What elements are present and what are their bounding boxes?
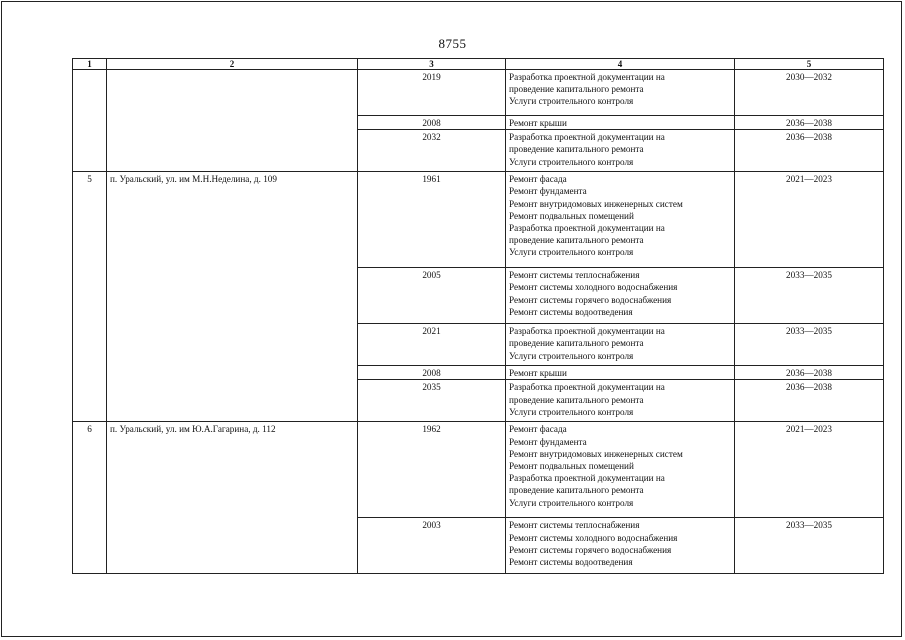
works-cell (506, 324, 735, 366)
column-header-2: 2 (107, 59, 358, 70)
column-header-1: 1 (73, 59, 107, 70)
address-cell (107, 70, 358, 172)
year-cell: 2019 (358, 70, 506, 116)
work-item: Ремонт фасада (509, 174, 567, 185)
period-cell: 2036—2038 (735, 116, 884, 130)
work-item: проведение капитального ремонта (509, 84, 644, 95)
row-number (73, 70, 107, 172)
works-cell (506, 380, 735, 422)
work-item: Ремонт системы горячего водоснабжения (509, 544, 672, 555)
work-item: Услуги строительного контроля (509, 497, 634, 508)
work-item: Разработка проектной документации на (509, 223, 665, 234)
work-item: проведение капитального ремонта (509, 394, 644, 405)
work-item: проведение капитального ремонта (509, 338, 644, 349)
period-cell: 2033—2035 (735, 324, 884, 366)
period-cell: 2033—2035 (735, 518, 884, 574)
work-item: Разработка проектной документации на (509, 326, 665, 337)
work-item: Ремонт системы холодного водоснабжения (509, 282, 678, 293)
work-item: Ремонт системы холодного водоснабжения (509, 532, 678, 543)
year-cell: 1962 (358, 422, 506, 518)
works-cell (506, 172, 735, 268)
work-item: проведение капитального ремонта (509, 144, 644, 155)
row-number: 5 (73, 172, 107, 422)
work-item: Ремонт подвальных помещений (509, 461, 634, 472)
year-cell: 2032 (358, 130, 506, 172)
work-item: Ремонт фундамента (509, 436, 587, 447)
work-item: Ремонт подвальных помещений (509, 210, 634, 221)
table-row (73, 70, 884, 116)
page-number: 8755 (438, 36, 467, 51)
year-cell: 2035 (358, 380, 506, 422)
column-header-3: 3 (358, 59, 506, 70)
works-cell (506, 366, 735, 380)
works-cell (506, 422, 735, 518)
period-cell: 2036—2038 (735, 130, 884, 172)
period-cell: 2021—2023 (735, 422, 884, 518)
period-cell: 2036—2038 (735, 366, 884, 380)
work-item: проведение капитального ремонта (509, 235, 644, 246)
work-item: Ремонт внутридомовых инженерных систем (509, 448, 683, 459)
works-cell (506, 518, 735, 574)
works-cell (506, 268, 735, 324)
work-item: Услуги строительного контроля (509, 247, 634, 258)
work-item: Ремонт внутридомовых инженерных систем (509, 198, 683, 209)
work-item: Ремонт системы теплоснабжения (509, 270, 640, 281)
year-cell: 2003 (358, 518, 506, 574)
work-item: Услуги строительного контроля (509, 350, 634, 361)
work-item: Ремонт крыши (509, 118, 567, 128)
column-header-4: 4 (506, 59, 735, 70)
year-cell: 2008 (358, 366, 506, 380)
table-row (73, 422, 884, 518)
work-item: Разработка проектной документации на (509, 132, 665, 143)
works-cell (506, 70, 735, 116)
work-item: Разработка проектной документации на (509, 72, 665, 82)
work-item: Ремонт системы теплоснабжения (509, 520, 640, 531)
works-cell (506, 116, 735, 130)
address-cell: п. Уральский, ул. им Ю.А.Гагарина, д. 112 (107, 422, 358, 574)
row-number: 6 (73, 422, 107, 574)
year-cell: 2021 (358, 324, 506, 366)
work-item: Ремонт системы горячего водоснабжения (509, 294, 672, 305)
period-cell: 2021—2023 (735, 172, 884, 268)
year-cell: 1961 (358, 172, 506, 268)
work-item: Разработка проектной документации на (509, 382, 665, 393)
year-cell: 2005 (358, 268, 506, 324)
work-item: Услуги строительного контроля (509, 96, 634, 107)
work-item: проведение капитального ремонта (509, 485, 644, 496)
work-item: Ремонт системы водоотведения (509, 306, 633, 317)
capital-repair-table (72, 58, 884, 574)
period-cell: 2036—2038 (735, 380, 884, 422)
work-item: Ремонт фундамента (509, 186, 587, 197)
works-cell (506, 130, 735, 172)
work-item: Услуги строительного контроля (509, 406, 634, 417)
work-item: Разработка проектной документации на (509, 473, 665, 484)
work-item: Ремонт крыши (509, 368, 567, 379)
work-item: Ремонт фасада (509, 424, 567, 435)
period-cell: 2033—2035 (735, 268, 884, 324)
column-header-5: 5 (735, 59, 884, 70)
work-item: Услуги строительного контроля (509, 156, 634, 167)
header-row (73, 59, 884, 70)
work-item: Ремонт системы водоотведения (509, 557, 633, 568)
address-cell: п. Уральский, ул. им М.Н.Неделина, д. 109 (107, 172, 358, 422)
table-row (73, 172, 884, 268)
period-cell: 2030—2032 (735, 70, 884, 116)
year-cell: 2008 (358, 116, 506, 130)
